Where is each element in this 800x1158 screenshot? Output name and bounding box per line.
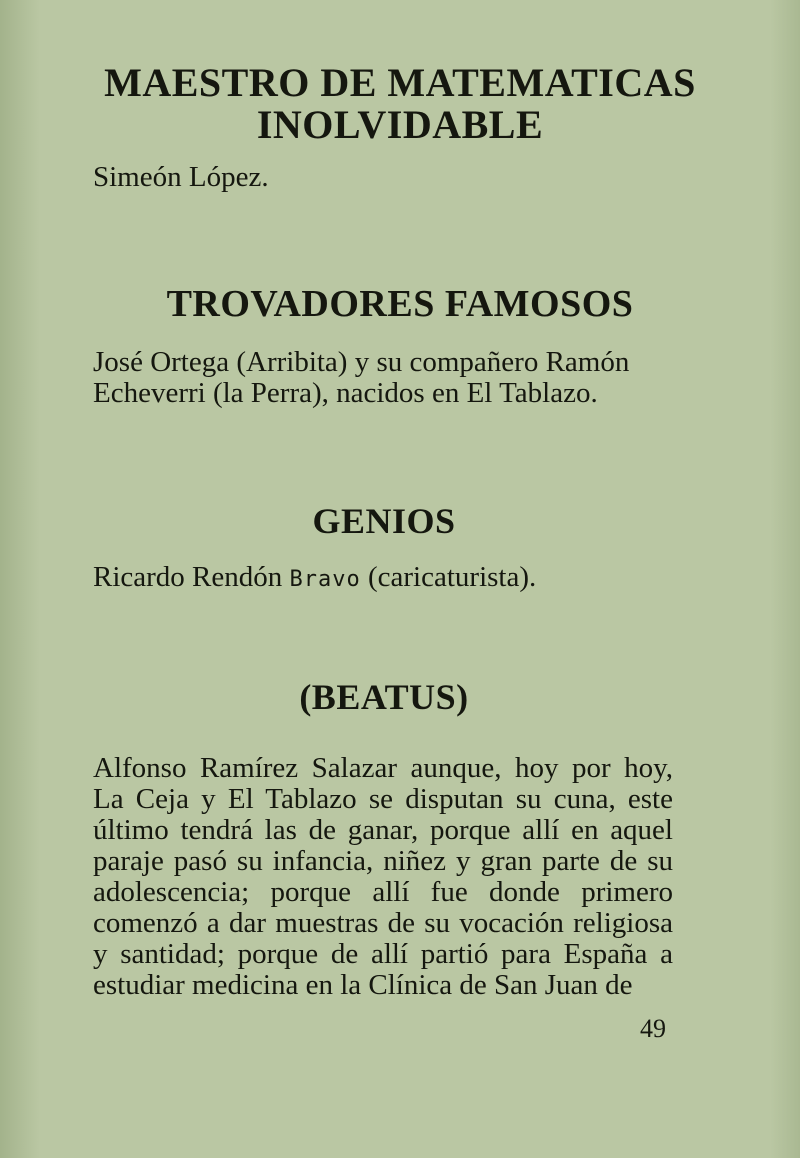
section-2-heading: TROVADORES FAMOSOS: [166, 283, 634, 325]
page-title: [0, 62, 800, 146]
page-number: 49: [640, 1014, 666, 1043]
section-4-text: Alfonso Ramírez Salazar aunque, hoy por hoy, La Ceja y El Tablazo se disputan su cuna, este último tendrá las de ganar, porque allí en aquel paraje pasó su infancia, niñez y gran parte de su adolescencia; porque allí fue donde primero comenzó a dar muestras de su vocación religiosa y santidad; porque de allí partió para España a estudiar medicina en la Clínica de San Juan de: [93, 752, 673, 1001]
section-3-heading: GENIOS: [312, 501, 456, 541]
section-3-alias: Bravo: [289, 567, 361, 592]
section-2-text: José Ortega (Arribita) y su compañero Ramón Echeverri (la Perra), nacidos en El Tablazo.: [93, 346, 630, 409]
section-1-text: Simeón López.: [93, 161, 269, 193]
section-4-heading: (BEATUS): [299, 677, 469, 717]
section-3-role: (caricaturista).: [368, 561, 537, 593]
section-3-name: Ricardo Rendón: [93, 561, 283, 593]
title-line-2: INOLVIDABLE: [256, 102, 544, 147]
section-3-text: [93, 562, 673, 595]
title-line-1: MAESTRO DE MATEMATICAS: [104, 60, 696, 105]
